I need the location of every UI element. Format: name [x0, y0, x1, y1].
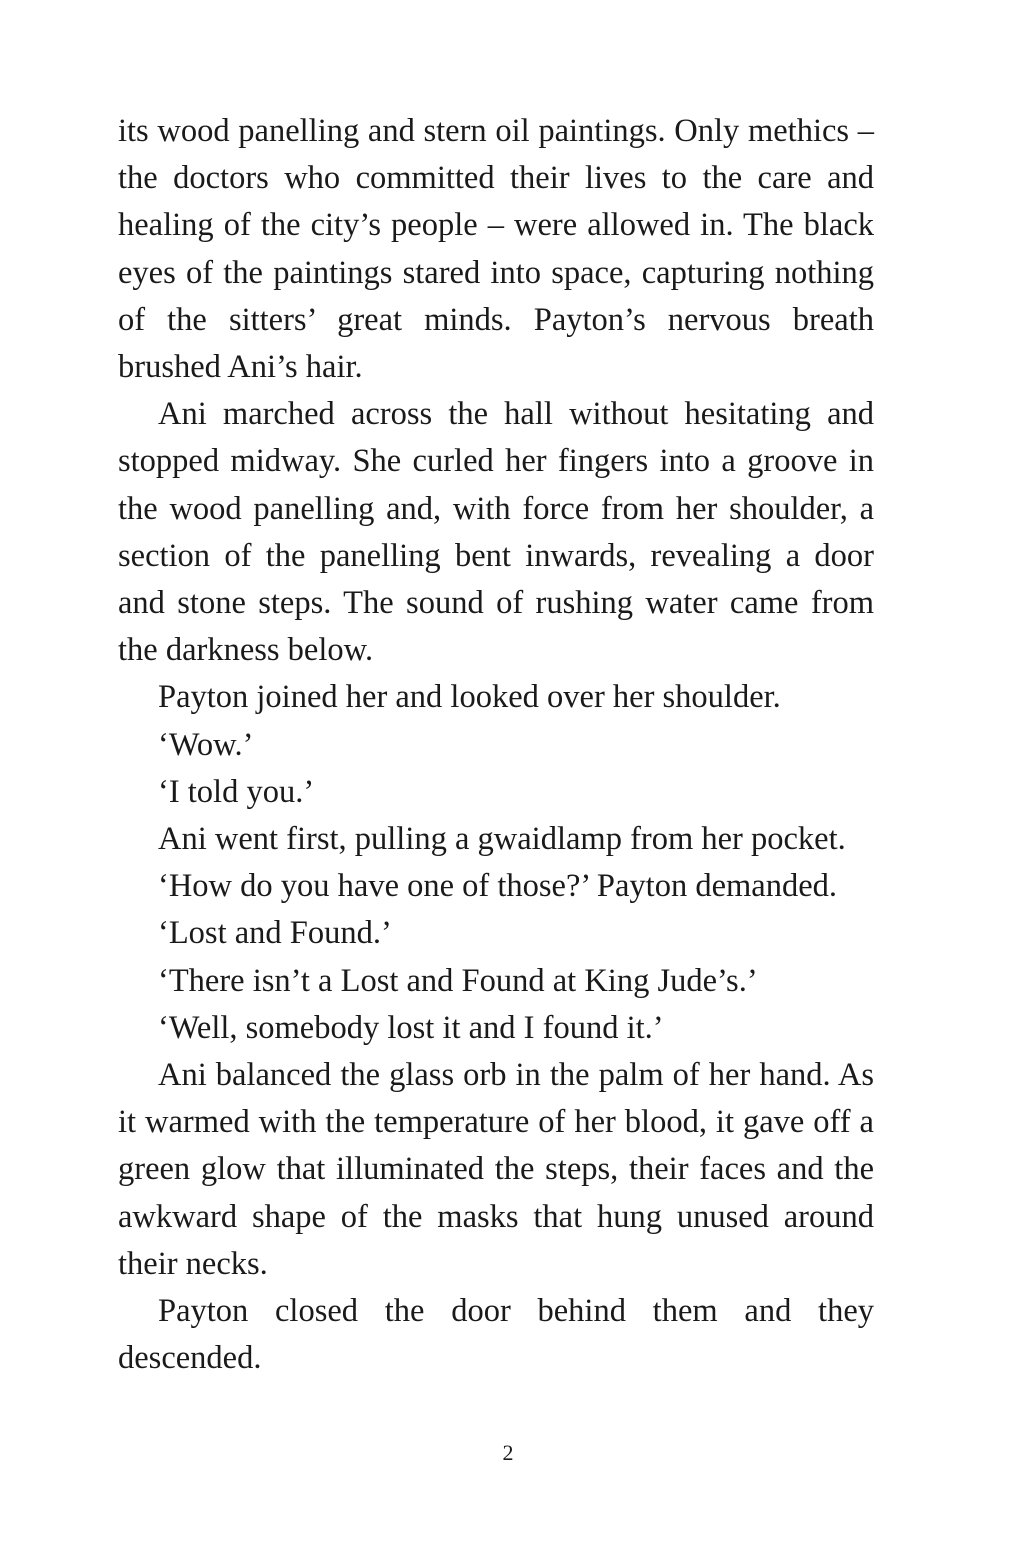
paragraph: Payton closed the door behind them and they descended. — [118, 1293, 874, 1377]
paragraph: ‘I told you.’ — [158, 773, 315, 810]
body-text — [118, 108, 874, 1382]
page-number: 2 — [502, 1440, 514, 1465]
paragraph: ‘There isn’t a Lost and Found at King Jude’s.’ — [158, 962, 758, 999]
paragraph: Ani went first, pulling a gwaidlamp from her pocket. — [158, 821, 846, 858]
paragraph: ‘Wow.’ — [158, 726, 254, 763]
paragraph: ‘How do you have one of those?’ Payton demanded. — [158, 868, 838, 905]
paragraph: Payton joined her and looked over her shoulder. — [158, 679, 781, 716]
paragraph: Ani balanced the glass orb in the palm of her hand. As it warmed with the temperature of her blood, it gave off a green glow that illuminated the steps, their faces and the awkward shape of the masks that hung unused around their necks. — [118, 1057, 874, 1282]
paragraph: its wood panelling and stern oil paintings. Only methics – the doctors who committed their lives to the care and healing of the city’s people – were allowed in. The black eyes of the paintings stared into space, capturing nothing of the sitters’ great minds. Payton’s nervous breath brushed Ani’s hair. — [118, 113, 874, 386]
paragraph: Ani marched across the hall without hesitating and stopped midway. She curled her fingers into a groove in the wood panelling and, with force from her shoulder, a section of the panelling bent inwards, revealing a door and stone steps. The sound of rushing water came from the darkness below. — [118, 396, 874, 669]
paragraph: ‘Well, somebody lost it and I found it.’ — [158, 1009, 664, 1046]
paragraph: ‘Lost and Found.’ — [158, 915, 392, 952]
